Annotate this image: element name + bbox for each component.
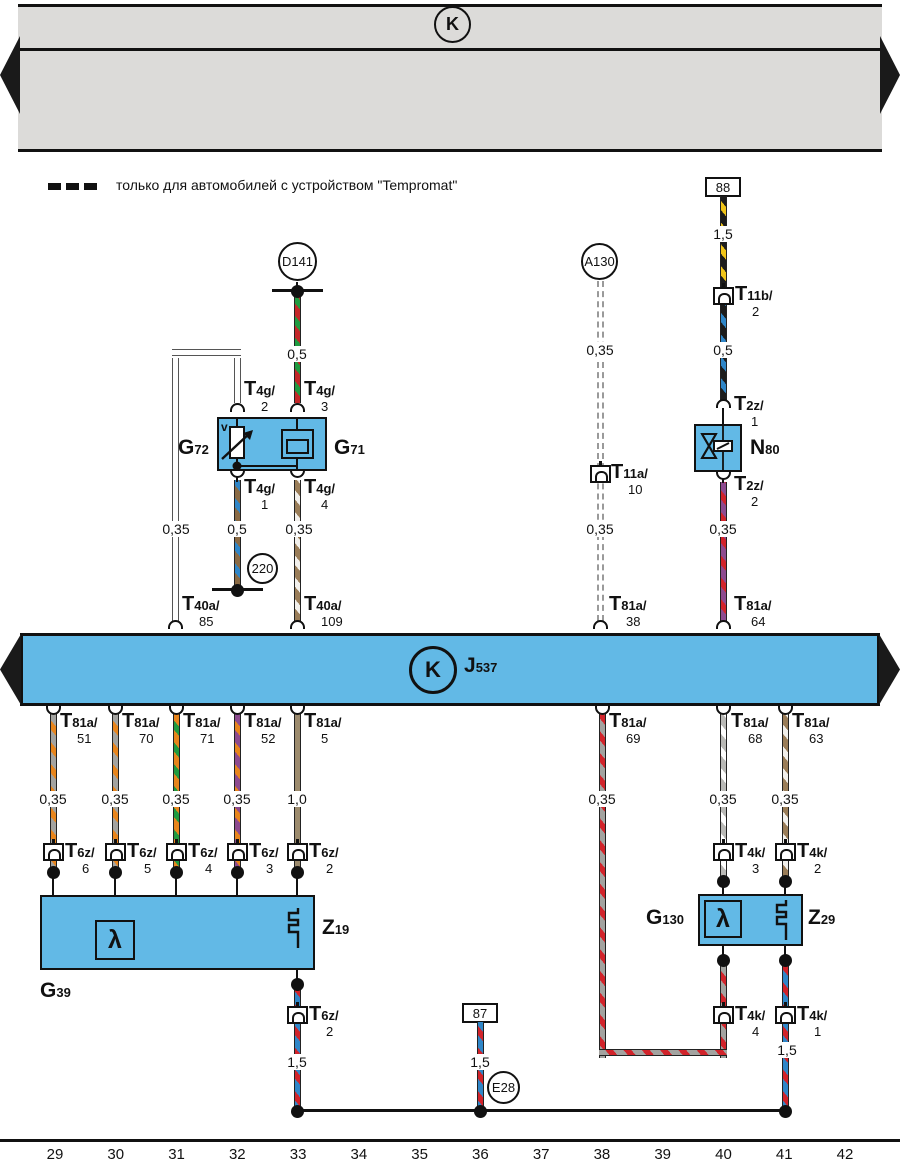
pin-label xyxy=(309,1004,339,1024)
wire-size-label: 0,35 xyxy=(39,791,67,807)
j537-label: J537 xyxy=(464,654,498,677)
wire-size-label: 0,35 xyxy=(586,342,614,358)
track-number: 36 xyxy=(472,1146,489,1163)
k-symbol-top-label: K xyxy=(446,14,459,34)
pin-label xyxy=(127,841,157,861)
wire-size-label: 0,35 xyxy=(101,791,129,807)
pin-number: 6 xyxy=(82,861,90,876)
pin-label xyxy=(797,1004,827,1024)
pin-arc xyxy=(593,620,608,629)
pin-label-t: T xyxy=(65,840,78,862)
track-number: 41 xyxy=(775,1146,793,1163)
pin-label-t: T xyxy=(60,710,73,732)
wire-size-label: 0,35 xyxy=(162,521,190,537)
pin-label-series: 6z/ xyxy=(261,845,279,860)
pin-label xyxy=(60,711,98,731)
pin-label-t: T xyxy=(304,378,317,400)
g130-label: G130 xyxy=(646,906,685,929)
pin-label-series: 4k/ xyxy=(809,845,828,860)
connector-symbol xyxy=(287,843,308,861)
pin-label-series: 6z/ xyxy=(200,845,218,860)
pin-label xyxy=(735,284,773,304)
pin-label xyxy=(797,841,827,861)
connector-symbol xyxy=(713,287,734,305)
pin-label-series: 6z/ xyxy=(139,845,157,860)
pin-number: 70 xyxy=(139,731,154,746)
pin-label xyxy=(609,711,647,731)
pin-label-t: T xyxy=(735,283,748,305)
pin-number: 63 xyxy=(809,731,824,746)
track-number: 42 xyxy=(836,1146,854,1163)
pin-number: 38 xyxy=(626,614,641,629)
pin-label-t: T xyxy=(309,840,322,862)
pin-number: 10 xyxy=(628,482,643,497)
k-symbol-j537 xyxy=(409,646,457,694)
legend-dash xyxy=(84,183,97,190)
connector-symbol xyxy=(43,843,64,861)
legend-dash xyxy=(66,183,79,190)
pin-number: 4 xyxy=(752,1024,760,1039)
pin-arc xyxy=(169,706,184,715)
pin-label-series: 6z/ xyxy=(77,845,95,860)
pin-label xyxy=(731,711,769,731)
g130-lambda-symbol xyxy=(704,900,742,938)
wire-size-label: 1,5 xyxy=(777,1042,797,1058)
pin-label-t: T xyxy=(249,840,262,862)
wire-size-label: 0,35 xyxy=(285,521,313,537)
internal-wire-line xyxy=(722,408,724,425)
junction-dot xyxy=(109,866,122,879)
connector-symbol xyxy=(775,1006,796,1024)
pin-label-t: T xyxy=(797,840,810,862)
pin-label-series: 81a/ xyxy=(621,715,647,730)
pin-number: 3 xyxy=(266,861,274,876)
pin-label-series: 4g/ xyxy=(316,481,336,496)
pin-label xyxy=(735,1004,765,1024)
pin-number: 1 xyxy=(751,414,759,429)
pin-label xyxy=(792,711,830,731)
pin-label-series: 4k/ xyxy=(809,1008,828,1023)
pin-number: 3 xyxy=(321,399,329,414)
junction-dot xyxy=(779,954,792,967)
pin-label-series: 4g/ xyxy=(256,481,276,496)
wire-size-label: 0,5 xyxy=(713,342,733,358)
pin-label-series: 6z/ xyxy=(321,845,339,860)
pin-arc xyxy=(290,620,305,629)
pin-label-series: 2z/ xyxy=(746,478,764,493)
pin-arc xyxy=(290,403,305,412)
pin-number: 2 xyxy=(752,304,760,319)
pin-label-series: 40a/ xyxy=(316,598,342,613)
pin-label-series: 4k/ xyxy=(747,845,766,860)
wire-size-label: 0,5 xyxy=(287,346,307,362)
pin-label-t: T xyxy=(734,473,747,495)
pin-arc xyxy=(46,706,61,715)
g72-v-label: v xyxy=(221,420,228,434)
pin-label-t: T xyxy=(183,710,196,732)
pin-label-t: T xyxy=(188,840,201,862)
pin-number: 52 xyxy=(261,731,276,746)
pin-label-series: 81a/ xyxy=(746,598,772,613)
pin-label xyxy=(735,841,765,861)
pin-arc xyxy=(716,399,731,408)
pin-number: 69 xyxy=(626,731,641,746)
track-number: 33 xyxy=(289,1146,307,1163)
track-number: 40 xyxy=(715,1146,732,1163)
pin-label xyxy=(734,594,772,614)
wire-size-label: 0,35 xyxy=(588,791,616,807)
pin-label-series: 4g/ xyxy=(316,383,336,398)
node-circle-a130: A130 xyxy=(581,243,618,280)
connector-symbol xyxy=(227,843,248,861)
pin-label xyxy=(304,477,335,497)
pin-label xyxy=(188,841,218,861)
pin-number: 2 xyxy=(326,1024,334,1039)
connection-line xyxy=(0,1139,900,1142)
wire-ws xyxy=(172,358,179,621)
junction-dot xyxy=(474,1105,487,1118)
n80-label: N80 xyxy=(750,436,780,459)
legend-text: только для автомобилей с устройством "Tempromat" xyxy=(116,177,458,193)
wire-size-label: 0,35 xyxy=(709,521,737,537)
junction-dot xyxy=(779,1105,792,1118)
pin-number: 68 xyxy=(748,731,763,746)
junction-dot xyxy=(231,866,244,879)
g39-lambda-symbol xyxy=(95,920,135,960)
junction-dot xyxy=(717,954,730,967)
wire-gr_rd xyxy=(599,1049,727,1056)
pin-label-series: 81a/ xyxy=(804,715,830,730)
pin-label-t: T xyxy=(734,593,747,615)
pin-label-t: T xyxy=(304,710,317,732)
terminal-87-label: 87 xyxy=(472,1005,488,1021)
pin-number: 2 xyxy=(751,494,759,509)
track-number: 31 xyxy=(168,1146,185,1163)
pin-label-t: T xyxy=(734,393,747,415)
pin-number: 2 xyxy=(261,399,269,414)
pin-arc xyxy=(716,706,731,715)
wire-size-label: 0,35 xyxy=(771,791,799,807)
junction-dot xyxy=(170,866,183,879)
pin-number: 2 xyxy=(326,861,334,876)
pin-label xyxy=(183,711,221,731)
j537-arrow-right xyxy=(879,634,900,705)
component-g39-box xyxy=(40,895,315,970)
junction-dot xyxy=(47,866,60,879)
pin-label xyxy=(65,841,95,861)
pin-arc xyxy=(778,706,793,715)
wire-gr_rd xyxy=(599,714,606,1058)
wire-size-label: 1,5 xyxy=(287,1054,307,1070)
n80-valve-symbol xyxy=(694,424,742,472)
track-number: 38 xyxy=(593,1146,611,1163)
wire-size-label: 0,35 xyxy=(223,791,251,807)
k-symbol-top xyxy=(434,6,471,43)
pin-label-series: 4k/ xyxy=(747,1008,766,1023)
pin-label xyxy=(304,379,335,399)
node-circle-e28: E28 xyxy=(487,1071,520,1104)
pin-label-t: T xyxy=(304,593,317,615)
pin-label-t: T xyxy=(304,476,317,498)
track-number: 29 xyxy=(46,1146,64,1163)
track-number: 30 xyxy=(107,1146,125,1163)
pin-arc xyxy=(290,706,305,715)
wire-bk_ye xyxy=(720,196,727,288)
pin-number: 5 xyxy=(321,731,329,746)
j537-arrow-left xyxy=(0,634,21,705)
pin-label-series: 81a/ xyxy=(621,598,647,613)
pin-number: 4 xyxy=(321,497,329,512)
connector-symbol xyxy=(713,843,734,861)
terminal-87-box xyxy=(462,1003,498,1023)
junction-dot xyxy=(291,285,304,298)
pin-label-series: 81a/ xyxy=(316,715,342,730)
pin-number: 109 xyxy=(321,614,343,629)
pin-label xyxy=(734,394,764,414)
pin-label-t: T xyxy=(609,593,622,615)
pin-label-t: T xyxy=(735,1003,748,1025)
wire-size-label: 0,35 xyxy=(586,521,614,537)
junction-dot xyxy=(717,875,730,888)
pin-label-t: T xyxy=(244,378,257,400)
pin-label xyxy=(244,711,282,731)
g71-label: G71 xyxy=(334,436,365,459)
pin-number: 3 xyxy=(752,861,760,876)
wire-size-label: 1,5 xyxy=(470,1054,490,1070)
pin-number: 5 xyxy=(144,861,152,876)
pin-number: 51 xyxy=(77,731,92,746)
pin-label-t: T xyxy=(611,461,624,483)
pin-label-series: 81a/ xyxy=(195,715,221,730)
pin-arc xyxy=(716,471,731,480)
connection-line xyxy=(294,1109,786,1112)
pin-label xyxy=(609,594,647,614)
connector-symbol xyxy=(287,1006,308,1024)
track-number: 39 xyxy=(654,1146,672,1163)
connector-symbol xyxy=(166,843,187,861)
pin-label-t: T xyxy=(731,710,744,732)
node-circle-d141: D141 xyxy=(278,242,317,281)
pin-arc xyxy=(168,620,183,629)
pin-number: 2 xyxy=(814,861,822,876)
pin-label xyxy=(244,379,275,399)
pin-label-t: T xyxy=(797,1003,810,1025)
pin-label-series: 81a/ xyxy=(134,715,160,730)
pin-label-t: T xyxy=(122,710,135,732)
strip-arrow-left xyxy=(0,36,20,114)
wire-size-label: 1,5 xyxy=(713,226,733,242)
g130-lambda-glyph: λ xyxy=(716,904,730,933)
pin-label-t: T xyxy=(127,840,140,862)
track-number: 34 xyxy=(350,1146,368,1163)
pin-label-series: 81a/ xyxy=(256,715,282,730)
pin-label-t: T xyxy=(244,710,257,732)
node-circle-gnd-220: 220 xyxy=(247,553,278,584)
pin-label-series: 2z/ xyxy=(746,398,764,413)
junction-dot xyxy=(291,978,304,991)
pin-label-series: 81a/ xyxy=(72,715,98,730)
pin-label-series: 11b/ xyxy=(747,288,773,303)
legend-dash xyxy=(48,183,61,190)
pin-label-t: T xyxy=(735,840,748,862)
wire-size-label: 1,0 xyxy=(287,791,307,807)
junction-dot xyxy=(779,875,792,888)
wire-ws xyxy=(172,349,241,356)
connector-symbol xyxy=(775,843,796,861)
terminal-88-label: 88 xyxy=(715,179,731,195)
wire-ws xyxy=(597,281,604,621)
pin-label xyxy=(304,711,342,731)
pin-number: 1 xyxy=(814,1024,822,1039)
track-number: 37 xyxy=(532,1146,550,1163)
pin-arc xyxy=(230,706,245,715)
track-number: 32 xyxy=(228,1146,246,1163)
k-symbol-j537-label: K xyxy=(425,657,441,682)
connector-symbol xyxy=(713,1006,734,1024)
pin-label-t: T xyxy=(244,476,257,498)
pin-label-series: 11a/ xyxy=(623,466,648,481)
wire-size-label: 0,35 xyxy=(162,791,190,807)
pin-label-series: 6z/ xyxy=(321,1008,339,1023)
pin-label xyxy=(122,711,160,731)
pin-number: 4 xyxy=(205,861,213,876)
g72-g71-internal-symbols xyxy=(217,417,327,471)
pin-arc xyxy=(108,706,123,715)
top-strip-lower xyxy=(18,48,882,152)
wire-ws xyxy=(234,358,241,403)
z29-label: Z29 xyxy=(808,906,836,929)
g39-lambda-glyph: λ xyxy=(108,925,122,954)
pin-label-t: T xyxy=(182,593,195,615)
pin-label xyxy=(611,462,648,482)
wire-bl_rd xyxy=(782,962,789,1113)
pin-number: 1 xyxy=(261,497,269,512)
pin-label xyxy=(304,594,342,614)
pin-arc xyxy=(230,403,245,412)
wire-li_rd xyxy=(720,482,727,621)
pin-number: 64 xyxy=(751,614,766,629)
pin-label-t: T xyxy=(792,710,805,732)
pin-label xyxy=(734,474,764,494)
connector-symbol xyxy=(590,465,611,483)
wire-size-label: 0,5 xyxy=(227,521,247,537)
z29-heater-symbol xyxy=(776,900,796,940)
pin-label-series: 4g/ xyxy=(256,383,276,398)
pin-number: 85 xyxy=(199,614,214,629)
pin-number: 71 xyxy=(200,731,215,746)
connector-symbol xyxy=(105,843,126,861)
pin-label-t: T xyxy=(609,710,622,732)
pin-label xyxy=(244,477,275,497)
pin-arc xyxy=(716,620,731,629)
strip-arrow-right xyxy=(880,36,900,114)
pin-label xyxy=(182,594,220,614)
z19-heater-symbol xyxy=(288,908,308,948)
junction-dot xyxy=(291,866,304,879)
wire-bn_ws xyxy=(294,480,301,621)
track-number: 35 xyxy=(411,1146,428,1163)
pin-label-series: 81a/ xyxy=(743,715,769,730)
wire-size-label: 0,35 xyxy=(709,791,737,807)
pin-label xyxy=(309,841,339,861)
pin-label-series: 40a/ xyxy=(194,598,220,613)
terminal-88-box xyxy=(705,177,741,197)
g39-label: G39 xyxy=(40,979,71,1002)
g72-label: G72 xyxy=(178,436,209,459)
z19-label: Z19 xyxy=(322,916,350,939)
pin-label xyxy=(249,841,279,861)
junction-dot xyxy=(291,1105,304,1118)
pin-label-t: T xyxy=(309,1003,322,1025)
junction-dot xyxy=(231,584,244,597)
pin-arc xyxy=(595,706,610,715)
